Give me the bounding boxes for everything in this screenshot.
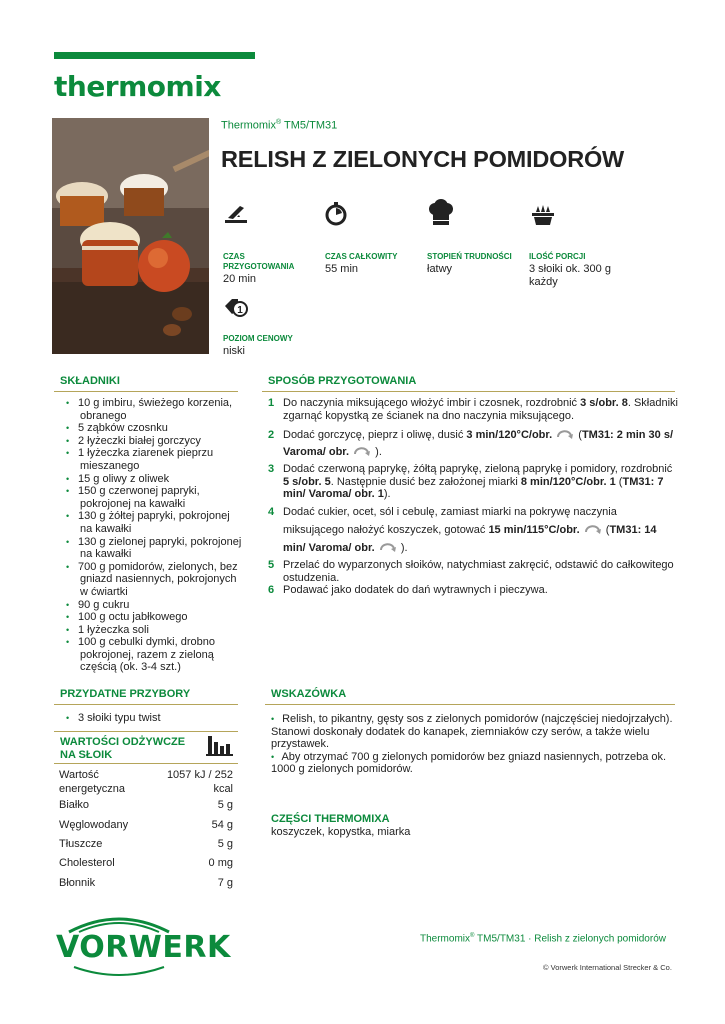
ingredients-heading: SKŁADNIKI (60, 375, 120, 387)
ingredient-item: • 150 g czerwonej papryki, pokrojonej na kawałki (66, 485, 200, 510)
ingredients-list (54, 397, 244, 674)
parts-heading: CZĘŚCI THERMOMIXA (271, 813, 390, 825)
ingredient-item: • 700 g pomidorów, zielonych, bez gniazd nasiennych, pokrojonych w ćwiartki (66, 560, 238, 598)
vorwerk-logo: VORWERK (56, 930, 231, 965)
price-icon (222, 290, 250, 318)
tip-item: • Relish, to pikantny, gęsty sos z zielonych pomidorów (najczęściej niedojrzałych). Stanowi doskonały dodatek do kanapek, ziemniaków czy serów, a także wielu przystawek. (271, 713, 673, 751)
method-steps (268, 397, 678, 597)
reverse-rotation-icon (352, 444, 372, 458)
ingredient-item: • 15 g oliwy z oliwek (66, 472, 170, 485)
nutrition-rule (54, 763, 238, 764)
nutrition-label-fiber: Błonnik (59, 877, 96, 889)
ingredient-item: • 100 g octu jabłkowego (66, 611, 188, 624)
nutrition-top-rule (54, 731, 238, 732)
method-step: 2 Dodać gorczycę, pieprz i oliwę, dusić 3 min/120°C/obr. (TM31: 2 min 30 s/ Varoma/ obr. ). (268, 429, 674, 459)
ingredient-item: • 130 g żółtej papryki, pokrojonej na kawałki (66, 510, 230, 535)
difficulty-value: łatwy (427, 263, 453, 275)
nutrition-label-protein: Białko (59, 799, 89, 811)
ingredient-item: • 130 g zielonej papryki, pokrojonej na kawałki (66, 535, 242, 561)
tip-item: • Aby otrzymać 700 g zielonych pomidorów bez gniazd nasiennych, potrzeba ok. 1000 g zielonych pomidorów. (271, 750, 667, 776)
difficulty-label: STOPIEŃ TRUDNOŚCI (427, 252, 512, 261)
price-level-value: niski (223, 345, 246, 357)
tools-rule (54, 704, 238, 705)
price-level-label: POZIOM CENOWY (223, 334, 293, 343)
recipe-title: RELISH Z ZIELONYCH POMIDORÓW (221, 146, 625, 172)
tools-heading: PRZYDATNE PRZYBORY (60, 688, 191, 700)
chef-hat-icon (427, 199, 455, 227)
tip-heading: WSKAZÓWKA (271, 688, 347, 700)
nutrition-value-carbs: 54 g (211, 819, 233, 831)
method-step: 3 Dodać czerwoną paprykę, żółtą paprykę, zieloną paprykę i pomidory, rozdrobnić 5 s/obr. 5. Następnie dusić bez założonej miarki 8 min/120°C/obr. 1 (TM31: 7 min/ Varoma/ obr. 1). (268, 463, 673, 501)
ingredients-rule (54, 391, 238, 392)
footer-title: Thermomix® TM5/TM31 · Relish z zielonych pomidorów (420, 933, 666, 945)
tip-text (271, 713, 676, 776)
thermomix-logo: thermomix (54, 70, 221, 103)
ingredient-item: • 1 łyżeczka ziarenek pieprzu mieszanego (66, 447, 214, 472)
ingredient-item: • 10 g imbiru, świeżego korzenia, obranego (66, 397, 233, 422)
nutrition-value-energy: 1057 kJ / 252 kcal (166, 769, 233, 795)
portions-value: 3 słoiki ok. 300 g każdy (529, 263, 611, 288)
ingredient-item: • 1 łyżeczka soli (66, 623, 149, 636)
reverse-rotation-icon (583, 522, 603, 536)
portions-label: ILOŚĆ PORCJI (529, 252, 586, 261)
tip-rule (265, 704, 675, 705)
tool-item: • 3 słoiki typu twist (66, 712, 161, 724)
nutrition-label-fat: Tłuszcze (59, 838, 103, 850)
method-step: 4 Dodać cukier, ocet, sól i cebulę, zamiast miarki na pokrywę naczynia miksującego nałożyć koszyczek, gotować 15 min/115°C/obr. (TM31: 14 min/ Varoma/ obr. ). (268, 505, 657, 554)
model-label: Thermomix® TM5/TM31 (221, 119, 338, 132)
ingredient-item: • 90 g cukru (66, 598, 130, 611)
nutrition-chart-icon (206, 734, 234, 758)
nutrition-value-fat: 5 g (217, 838, 233, 850)
reverse-rotation-icon (555, 427, 575, 441)
nutrition-value-cholesterol: 0 mg (208, 857, 233, 869)
reverse-rotation-icon (378, 540, 398, 554)
recipe-photo (52, 118, 209, 354)
nutrition-label-energy: Wartość energetyczna (59, 769, 126, 795)
nutrition-value-protein: 5 g (217, 799, 233, 811)
header-green-bar (54, 52, 255, 59)
prep-time-label: CZAS PRZYGOTOWANIA (223, 252, 295, 271)
parts-text: koszyczek, kopystka, miarka (271, 826, 411, 838)
vorwerk-arc-bottom-icon (64, 965, 174, 979)
method-heading: SPOSÓB PRZYGOTOWANIA (268, 375, 417, 387)
tools-list (54, 712, 244, 725)
nutrition-label-cholesterol: Cholesterol (59, 857, 115, 869)
prep-time-value: 20 min (223, 273, 257, 285)
total-time-label: CZAS CAŁKOWITY (325, 252, 398, 261)
method-rule (262, 391, 675, 392)
total-time-value: 55 min (325, 263, 359, 275)
ingredient-item: • 100 g cebulki dymki, drobno pokrojonej, razem z zieloną częścią (ok. 3-4 szt.) (66, 636, 215, 674)
nutrition-label-carbs: Węglowodany (59, 819, 129, 831)
nutrition-value-fiber: 7 g (217, 877, 233, 889)
ingredient-item: • 5 ząbków czosnku (66, 422, 168, 435)
portion-basket-icon (529, 200, 557, 228)
method-step: 6 Podawać jako dodatek do dań wytrawnych i pieczywa. (268, 584, 548, 597)
method-step: 5 Przelać do wyparzonych słoików, natychmiast zakręcić, odstawić do całkowitego ostudzenia. (268, 558, 674, 584)
svg-text:1: 1 (237, 305, 243, 316)
footer-copyright: © Vorwerk International Strecker & Co. (543, 963, 672, 972)
method-step: 1 Do naczynia miksującego włożyć imbir i czosnek, rozdrobnić 3 s/obr. 8. Składniki zgarnąć kopystką ze ścianek na dno naczynia miksującego. (268, 397, 678, 422)
ingredient-item: • 2 łyżeczki białej gorczycy (66, 434, 201, 447)
nutrition-heading: WARTOŚCI ODŻYWCZE NA SŁOIK (60, 736, 186, 761)
stopwatch-icon (322, 200, 350, 228)
knife-board-icon (222, 200, 250, 228)
